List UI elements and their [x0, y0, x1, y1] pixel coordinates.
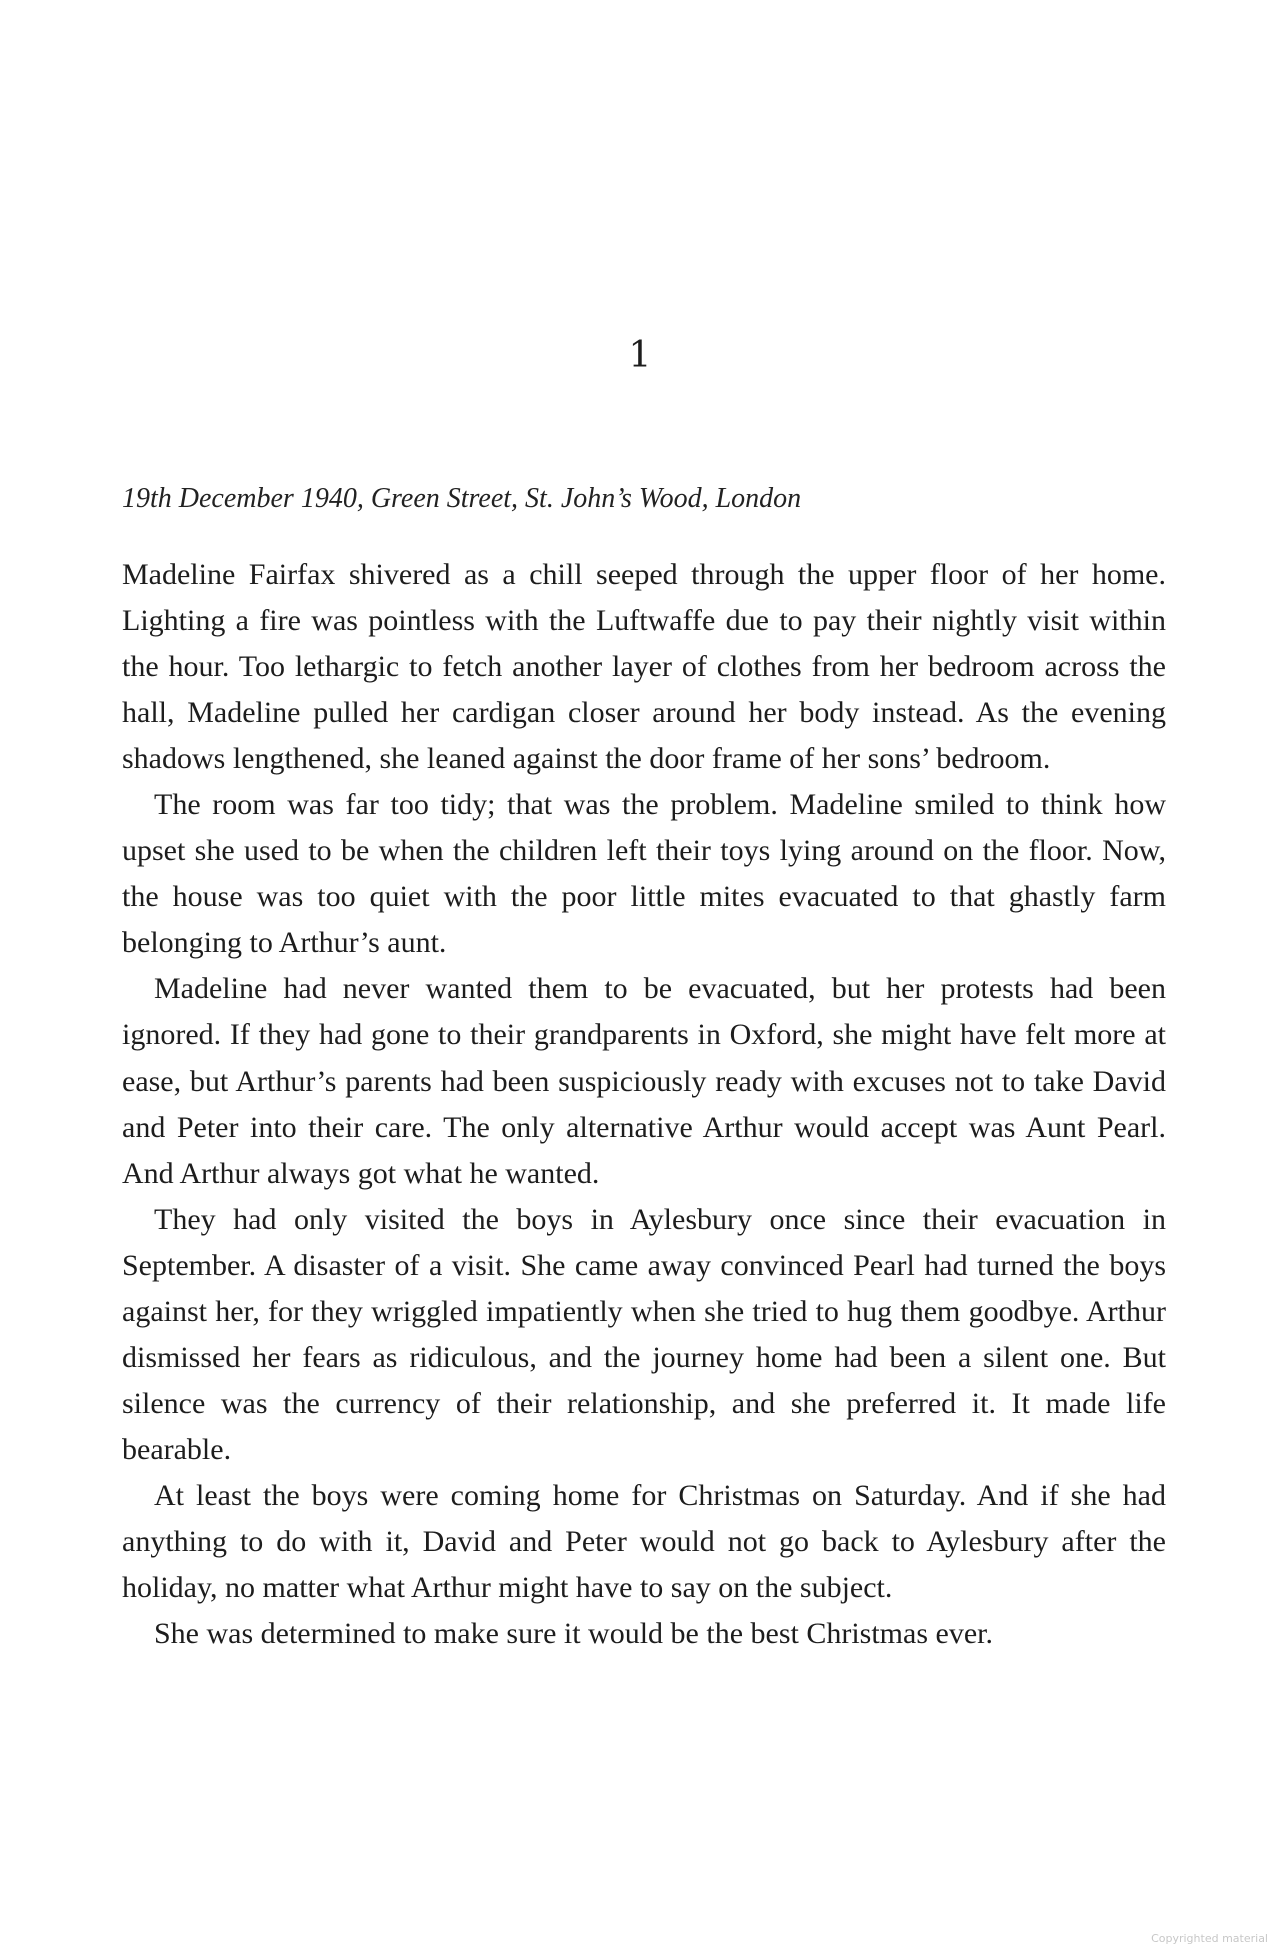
paragraph: At least the boys were coming home for Christmas on Saturday. And if she had anything to do with it, David and Peter would not go back to Aylesbury after the holiday, no matter what Arthur might have to say on the subject.	[122, 1478, 1166, 1605]
chapter-number: 1	[628, 335, 652, 376]
paragraph: Madeline had never wanted them to be evacuated, but her protests had been ignored. If they had gone to their grandparents in Oxford, she might have felt more at ease, but Arthur’s parents had been suspiciously ready with excuses not to take David and Peter into their care. The only alternative Arthur would accept was Aunt Pearl. And Arthur always got what he wanted.	[122, 972, 1166, 1190]
paragraph: The room was far too tidy; that was the problem. Madeline smiled to think how upset she used to be when the children left their toys lying around on the floor. Now, the house was too quiet with the poor little mites evacuated to that ghastly farm belonging to Arthur’s aunt.	[122, 788, 1166, 960]
paragraph: They had only visited the boys in Aylesbury once since their evacuation in September. A disaster of a visit. She came away convinced Pearl had turned the boys against her, for they wriggled impatiently when she tried to hug them goodbye. Arthur dismissed her fears as ridiculous, and the journey home had been a silent one. But silence was the currency of their relationship, and she preferred it. It made life bearable.	[122, 1202, 1166, 1466]
copyright-watermark: Copyrighted material	[1151, 1932, 1268, 1945]
paragraph: She was determined to make sure it would be the best Christmas ever.	[154, 1617, 993, 1651]
chapter-dateline: 19th December 1940, Green Street, St. John’s Wood, London	[122, 483, 802, 514]
paragraph: Madeline Fairfax shivered as a chill seeped through the upper floor of her home. Lighting a fire was pointless with the Luftwaffe due to pay their nightly visit within the hour. Too lethargic to fetch another layer of clothes from her bedroom across the hall, Madeline pulled her cardigan closer around her body instead. As the evening shadows lengthened, she leaned against the door frame of her sons’ bedroom.	[122, 558, 1166, 776]
chapter-body	[122, 552, 1166, 1657]
